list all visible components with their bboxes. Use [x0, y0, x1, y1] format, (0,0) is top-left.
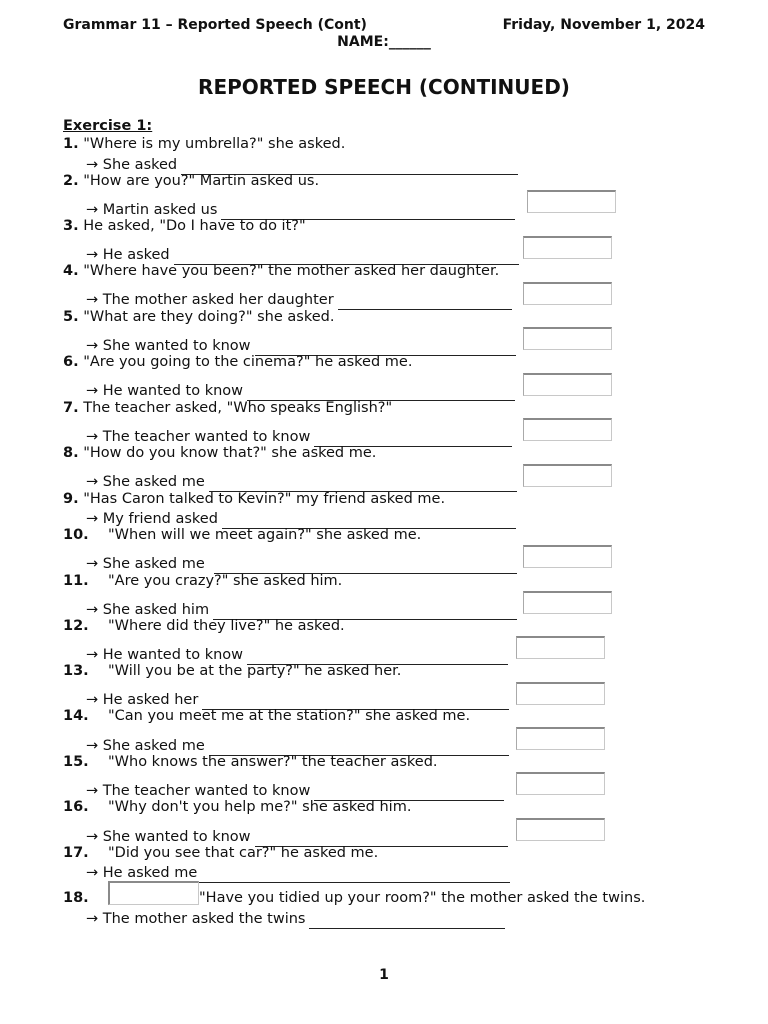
answer-lead: → She wanted to know: [86, 338, 251, 354]
answer-line-17: [86, 863, 510, 881]
header-course-title: Grammar 11 – Reported Speech (Cont): [63, 17, 367, 33]
answer-lead: → He asked me: [86, 865, 198, 881]
answer-blank[interactable]: [309, 911, 505, 929]
score-box-16[interactable]: [516, 818, 605, 841]
question-number: 5.: [63, 309, 79, 325]
answer-lead: → She asked him: [86, 602, 210, 618]
answer-line-13: [86, 690, 509, 708]
answer-line-16: [86, 827, 508, 845]
score-box-8[interactable]: [523, 464, 612, 487]
question-text: "Why don't you help me?" she asked him.: [108, 799, 412, 815]
question-text: "Where have you been?" the mother asked her daughter.: [83, 263, 500, 279]
answer-lead: → He asked: [86, 247, 170, 263]
answer-lead: → He wanted to know: [86, 383, 244, 399]
question-text: "Where did they live?" he asked.: [108, 618, 345, 634]
score-box-5[interactable]: [523, 327, 612, 350]
answer-line-4: [86, 290, 512, 308]
score-box-11[interactable]: [523, 591, 612, 614]
question-number: 2.: [63, 173, 79, 189]
answer-line-11: [86, 600, 517, 618]
answer-lead: → She asked: [86, 157, 178, 173]
question-text: "When will we meet again?" she asked me.: [108, 527, 422, 543]
question-1: [63, 136, 345, 152]
question-number: 8.: [63, 445, 79, 461]
question-number: 12.: [63, 618, 89, 634]
question-text: "Did you see that car?" he asked me.: [108, 845, 379, 861]
question-number: 11.: [63, 573, 89, 589]
score-box-2[interactable]: [527, 190, 616, 213]
answer-line-7: [86, 427, 512, 445]
question-text: "Who knows the answer?" the teacher asked.: [108, 754, 438, 770]
question-7: [63, 400, 392, 416]
question-3: [63, 218, 306, 234]
question-14: [63, 708, 470, 724]
question-17: [63, 845, 378, 861]
question-text: "Are you crazy?" she asked him.: [108, 573, 343, 589]
answer-lead: → He wanted to know: [86, 647, 244, 663]
question-number: 1.: [63, 136, 79, 152]
score-box-3[interactable]: [523, 236, 612, 259]
answer-line-14: [86, 736, 509, 754]
answer-blank[interactable]: [338, 292, 512, 310]
answer-blank[interactable]: [209, 474, 517, 492]
question-13: [63, 663, 401, 679]
question-15: [63, 754, 438, 770]
page-title: REPORTED SPEECH (CONTINUED): [198, 75, 570, 99]
answer-line-12: [86, 645, 508, 663]
answer-lead: → Martin asked us: [86, 202, 218, 218]
answer-lead: → The teacher wanted to know: [86, 783, 311, 799]
question-text: "How do you know that?" she asked me.: [83, 445, 377, 461]
question-16: [63, 799, 411, 815]
score-box-4[interactable]: [523, 282, 612, 305]
score-box-18[interactable]: [108, 881, 199, 905]
answer-line-8: [86, 472, 517, 490]
question-10: [63, 527, 421, 543]
question-number: 6.: [63, 354, 79, 370]
question-text: "Has Caron talked to Kevin?" my friend asked me.: [83, 491, 446, 507]
answer-lead: → She asked me: [86, 556, 205, 572]
question-text: He asked, "Do I have to do it?": [83, 218, 306, 234]
answer-lead: → She asked me: [86, 738, 205, 754]
question-text: "What are they doing?" she asked.: [83, 309, 335, 325]
question-18-text: [199, 890, 645, 906]
question-11: [63, 573, 342, 589]
answer-lead: → She asked me: [86, 474, 205, 490]
question-18: [63, 890, 89, 906]
question-number: 7.: [63, 400, 79, 416]
answer-line-9: [86, 509, 516, 527]
question-number: 10.: [63, 527, 89, 543]
question-number: 3.: [63, 218, 79, 234]
question-number: 14.: [63, 708, 89, 724]
question-number: 4.: [63, 263, 79, 279]
score-box-10[interactable]: [523, 545, 612, 568]
answer-lead: → My friend asked: [86, 511, 218, 527]
question-number: 18.: [63, 890, 89, 906]
score-box-15[interactable]: [516, 772, 605, 795]
answer-line-15: [86, 781, 504, 799]
exercise-title: Exercise 1:: [63, 118, 153, 134]
answer-lead: → He asked her: [86, 692, 199, 708]
question-9: [63, 491, 445, 507]
score-box-7[interactable]: [523, 418, 612, 441]
answer-blank[interactable]: [247, 383, 515, 401]
question-number: 16.: [63, 799, 89, 815]
question-8: [63, 445, 376, 461]
question-2: [63, 173, 319, 189]
answer-line-6: [86, 381, 515, 399]
question-text: "Where is my umbrella?" she asked.: [83, 136, 346, 152]
question-number: 9.: [63, 491, 79, 507]
answer-blank[interactable]: [197, 865, 510, 883]
answer-lead: → She wanted to know: [86, 829, 251, 845]
question-number: 13.: [63, 663, 89, 679]
answer-line-5: [86, 336, 516, 354]
question-12: [63, 618, 345, 634]
answer-line-1: [86, 155, 518, 173]
answer-line-10: [86, 554, 517, 572]
score-box-13[interactable]: [516, 682, 605, 705]
name-field-label: NAME:______: [337, 34, 431, 50]
question-number: 17.: [63, 845, 89, 861]
question-text: The teacher asked, "Who speaks English?": [83, 400, 393, 416]
question-6: [63, 354, 412, 370]
question-text: "Have you tidied up your room?" the mother asked the twins.: [199, 890, 646, 906]
page-number: 1: [379, 967, 389, 983]
answer-line-2: [86, 200, 515, 218]
question-text: "Will you be at the party?" he asked her.: [108, 663, 402, 679]
answer-line-18: [86, 909, 505, 927]
question-text: "Are you going to the cinema?" he asked me.: [83, 354, 413, 370]
score-box-6[interactable]: [523, 373, 612, 396]
question-text: "How are you?" Martin asked us.: [83, 173, 320, 189]
answer-blank[interactable]: [214, 556, 517, 574]
score-box-12[interactable]: [516, 636, 605, 659]
header-date: Friday, November 1, 2024: [502, 17, 705, 33]
question-4: [63, 263, 499, 279]
answer-lead: → The mother asked the twins: [86, 911, 306, 927]
answer-lead: → The mother asked her daughter: [86, 292, 334, 308]
score-box-14[interactable]: [516, 727, 605, 750]
question-text: "Can you meet me at the station?" she asked me.: [108, 708, 471, 724]
answer-lead: → The teacher wanted to know: [86, 429, 311, 445]
question-5: [63, 309, 334, 325]
question-number: 15.: [63, 754, 89, 770]
answer-line-3: [86, 245, 519, 263]
